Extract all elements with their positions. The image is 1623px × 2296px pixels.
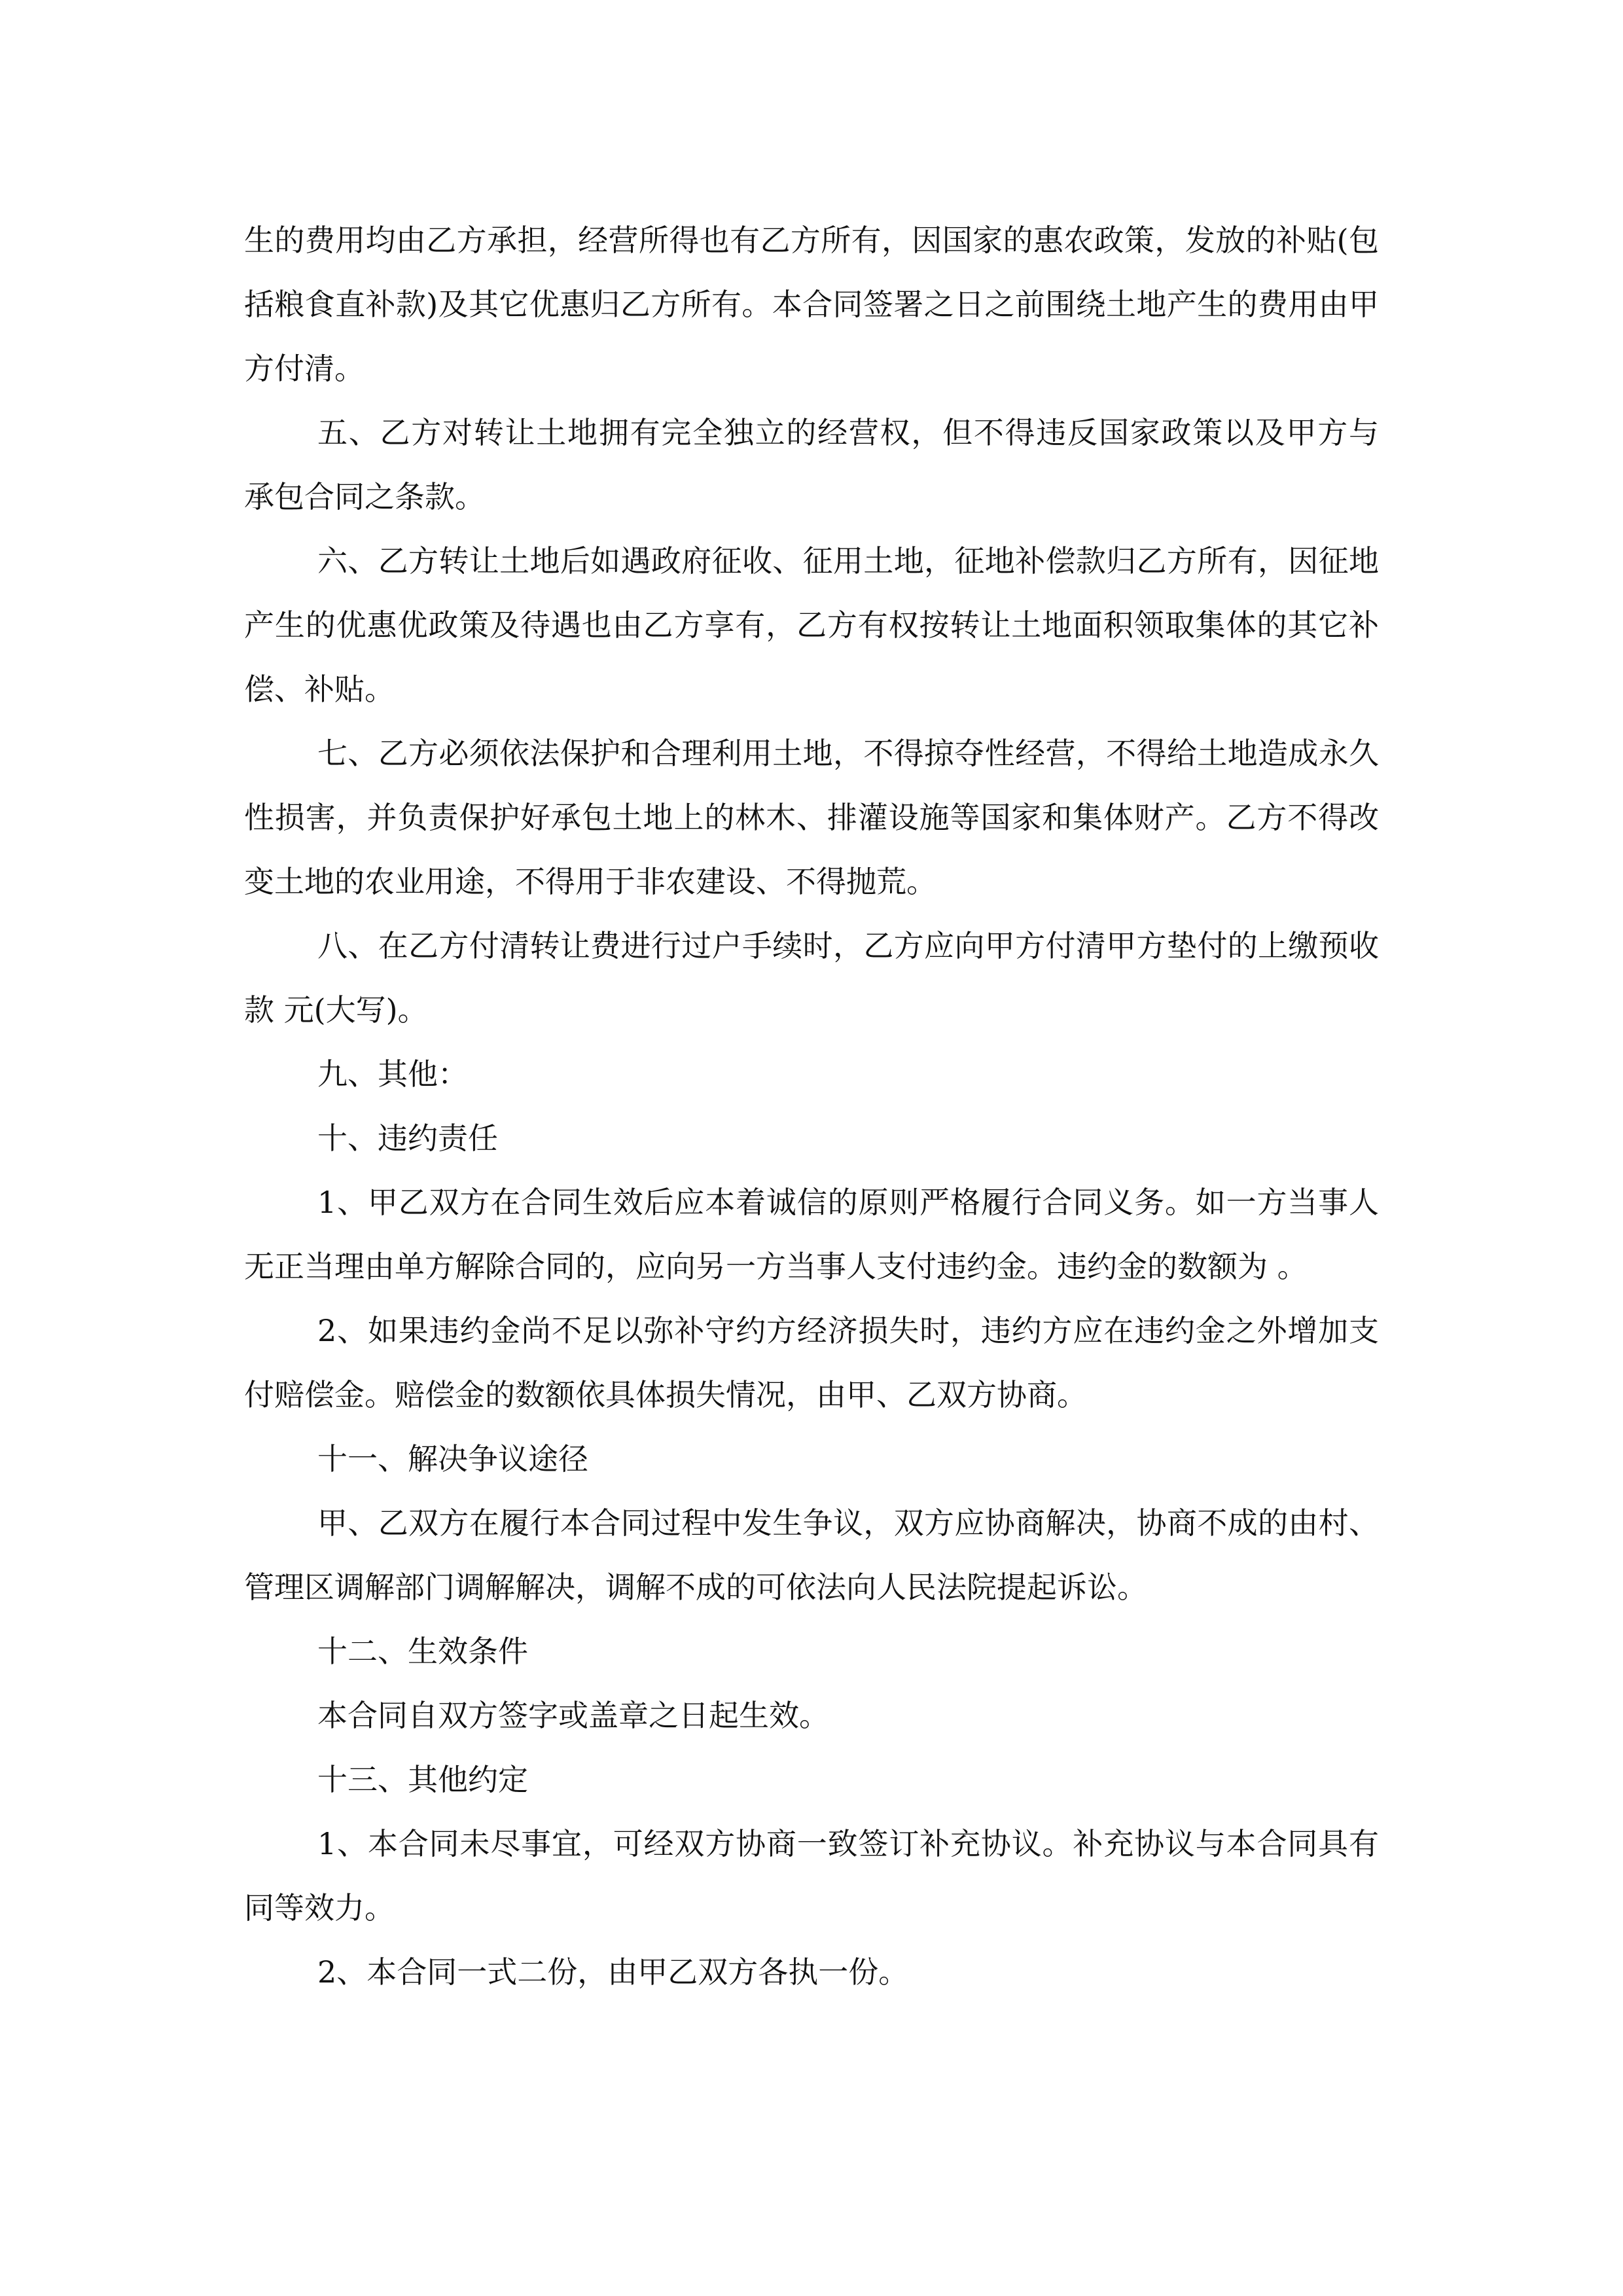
- clause-5-operating-rights: 五、乙方对转让土地拥有完全独立的经营权，但不得违反国家政策以及甲方与 承包合同之条款。: [244, 415, 1379, 514]
- clause-8-transfer-payment: 八、在乙方付清转让费进行过户手续时，乙方应向甲方付清甲方垫付的上缴预收款 元(大写)。: [244, 928, 1379, 1028]
- clause-10-item-1: 1、甲乙双方在合同生效后应本着诚信的原则严格履行合同义务。如一方当事人无正当理由单方解除合同的，应向另一方当事人支付违约金。违约金的数额为 。: [244, 1185, 1379, 1284]
- clause-12-text: 本合同自双方签字或盖章之日起生效。: [317, 1698, 829, 1733]
- clause-9-other: 九、其他：: [317, 1056, 468, 1092]
- clause-13-heading-other-agreements: 十三、其他约定: [317, 1762, 528, 1797]
- clause-13-item-1: 1、本合同未尽事宜，可经双方协商一致签订补充协议。补充协议与本合同具有同等效力。: [244, 1826, 1379, 1926]
- clause-11-text: 甲、乙双方在履行本合同过程中发生争议，双方应协商解决，协商不成的由村、管理区调解部门调解解决，调解不成的可依法向人民法院提起诉讼。: [244, 1505, 1379, 1605]
- clause-10-heading-liability: 十、违约责任: [317, 1121, 498, 1156]
- contract-body: [244, 208, 1379, 2004]
- paragraph-expenses-continued: 生的费用均由乙方承担，经营所得也有乙方所有，因国家的惠农政策，发放的补贴(包括粮食直补款)及其它优惠归乙方所有。本合同签署之日之前围绕土地产生的费用由甲方付清。: [244, 223, 1379, 386]
- clause-6-land-requisition: 六、乙方转让土地后如遇政府征收、征用土地，征地补偿款归乙方所有，因征地产生的优惠优政策及待遇也由乙方享有，乙方有权按转让土地面积领取集体的其它补偿、补贴。: [244, 543, 1379, 707]
- clause-10-item-2: 2、如果违约金尚不足以弥补守约方经济损失时，违约方应在违约金之外增加支付赔偿金。赔偿金的数额依具体损失情况，由甲、乙双方协商。: [244, 1313, 1379, 1412]
- clause-11-heading-disputes: 十一、解决争议途径: [317, 1441, 588, 1477]
- clause-12-heading-effectiveness: 十二、生效条件: [317, 1634, 528, 1669]
- clause-13-item-2: 2、本合同一式二份，由甲乙双方各执一份。: [317, 1954, 909, 1990]
- clause-7-land-protection: 七、乙方必须依法保护和合理利用土地，不得掠夺性经营，不得给土地造成永久性损害，并负责保护好承包土地上的林木、排灌设施等国家和集体财产。乙方不得改变土地的农业用途，不得用于非农建设、不得抛荒。: [244, 736, 1379, 899]
